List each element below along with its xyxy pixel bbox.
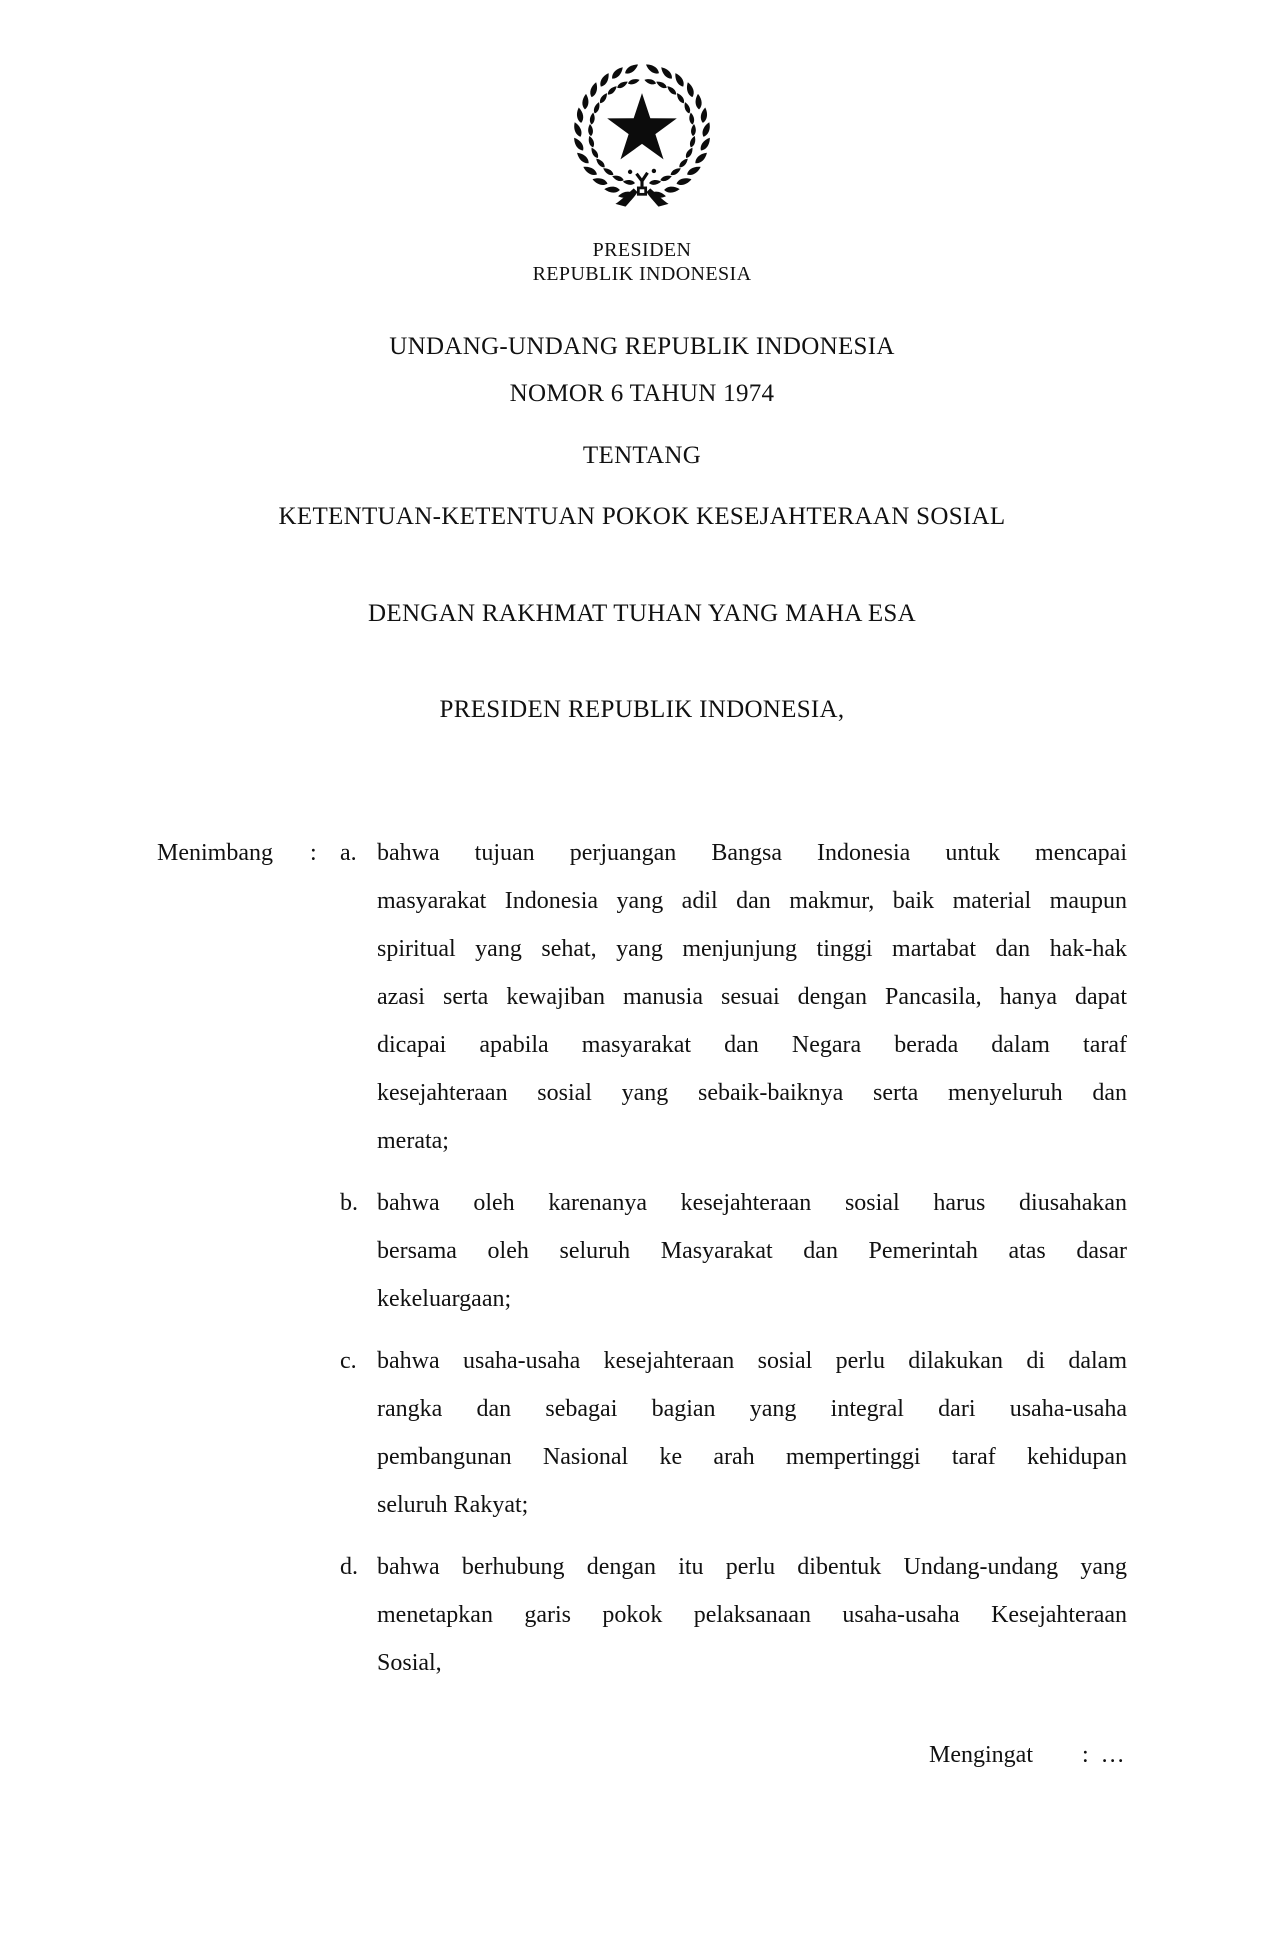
text-line: kesejahteraan sosial yang sebaik-baiknya serta menyeluruh dan bbox=[377, 1080, 1127, 1106]
consideration-item-c bbox=[340, 1337, 1127, 1529]
item-letter: c. bbox=[340, 1348, 357, 1374]
considering-label: Menimbang bbox=[157, 840, 273, 866]
text-line: dicapai apabila masyarakat dan Negara berada dalam taraf bbox=[377, 1032, 1127, 1058]
ribbon-bow-icon bbox=[615, 169, 668, 207]
mengingat-section bbox=[929, 1740, 1125, 1770]
item-letter: b. bbox=[340, 1190, 358, 1216]
text-line: Sosial, bbox=[377, 1650, 442, 1676]
doc-subject-line: KETENTUAN-KETENTUAN POKOK KESEJAHTERAAN SOSIAL bbox=[278, 503, 1006, 530]
text-line: kekeluargaan; bbox=[377, 1286, 512, 1312]
item-letter: d. bbox=[340, 1554, 358, 1580]
letterhead-republik-indonesia: REPUBLIK INDONESIA bbox=[532, 263, 752, 285]
item-letter: a. bbox=[340, 840, 357, 866]
considering-colon: : bbox=[310, 840, 317, 866]
considering-items bbox=[340, 829, 1127, 1687]
text-line: bahwa berhubung dengan itu perlu dibentuk Undang-undang yang bbox=[377, 1554, 1127, 1580]
mengingat-label: Mengingat bbox=[929, 1742, 1033, 1768]
consideration-item-a bbox=[340, 829, 1127, 1165]
text-line: spiritual yang sehat, yang menjunjung tinggi martabat dan hak-hak bbox=[377, 936, 1127, 962]
consideration-item-d bbox=[340, 1543, 1127, 1687]
text-line: bersama oleh seluruh Masyarakat dan Pemerintah atas dasar bbox=[377, 1238, 1127, 1264]
mengingat-colon: : bbox=[1082, 1742, 1089, 1768]
letterhead-presiden: PRESIDEN bbox=[592, 239, 692, 261]
doc-tentang-line: TENTANG bbox=[582, 442, 702, 469]
text-line: bahwa tujuan perjuangan Bangsa Indonesia untuk mencapai bbox=[377, 840, 1127, 866]
text-line: rangka dan sebagai bagian yang integral dari usaha-usaha bbox=[377, 1396, 1127, 1422]
doc-invocation-line: DENGAN RAKHMAT TUHAN YANG MAHA ESA bbox=[368, 600, 916, 627]
text-line: seluruh Rakyat; bbox=[377, 1492, 529, 1518]
text-line: bahwa usaha-usaha kesejahteraan sosial perlu dilakukan di dalam bbox=[377, 1348, 1127, 1374]
letterhead bbox=[157, 238, 1127, 286]
text-line: azasi serta kewajiban manusia sesuai dengan Pancasila, hanya dapat bbox=[377, 984, 1127, 1010]
text-line: masyarakat Indonesia yang adil dan makmur, baik material maupun bbox=[377, 888, 1127, 914]
text-line: merata; bbox=[377, 1128, 449, 1154]
text-line: bahwa oleh karenanya kesejahteraan sosial harus diusahakan bbox=[377, 1190, 1127, 1216]
star-icon bbox=[607, 93, 677, 159]
text-line: menetapkan garis pokok pelaksanaan usaha-usaha Kesejahteraan bbox=[377, 1602, 1127, 1628]
consideration-item-b bbox=[340, 1179, 1127, 1323]
text-line: pembangunan Nasional ke arah mempertinggi taraf kehidupan bbox=[377, 1444, 1127, 1470]
doc-title-line: UNDANG-UNDANG REPUBLIK INDONESIA bbox=[389, 333, 895, 360]
doc-authority-line: PRESIDEN REPUBLIK INDONESIA, bbox=[439, 696, 845, 723]
presidential-emblem-icon bbox=[157, 56, 1127, 209]
considering-section bbox=[157, 829, 1127, 1687]
mengingat-placeholder: … bbox=[1100, 1742, 1125, 1768]
doc-number-line: NOMOR 6 TAHUN 1974 bbox=[509, 380, 775, 407]
